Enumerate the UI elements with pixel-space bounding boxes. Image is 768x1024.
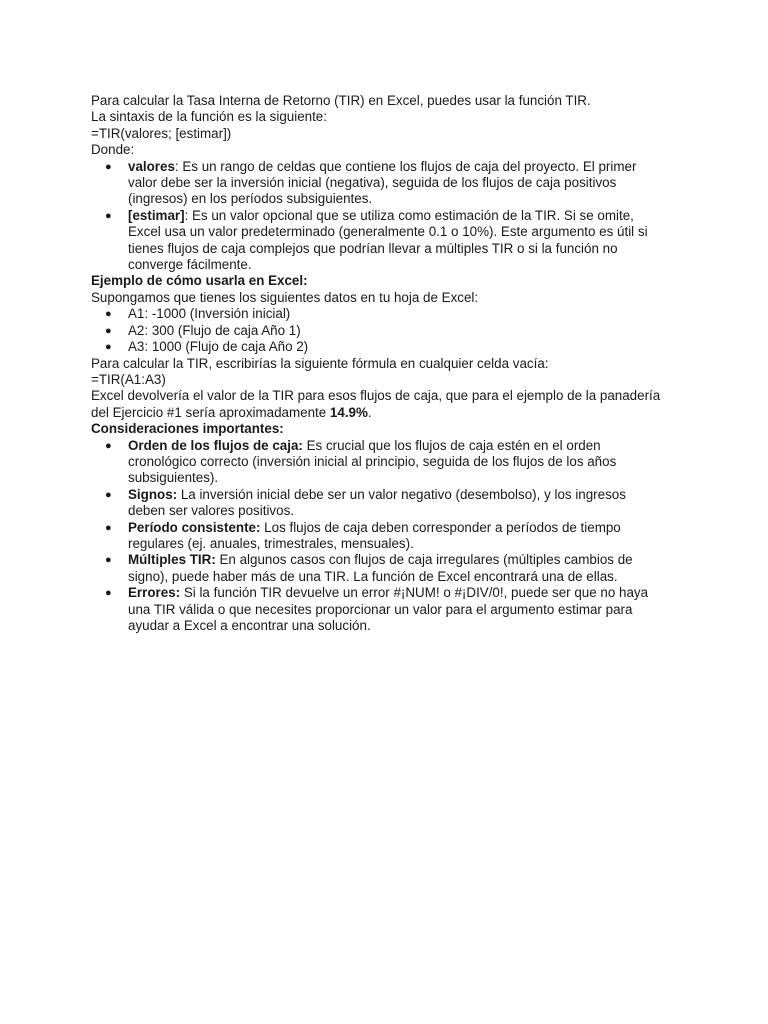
- example-data-list: [91, 306, 691, 355]
- result-text: del Ejercicio #1 sería aproximadamente: [91, 404, 330, 420]
- bullet-icon: ●: [105, 521, 112, 534]
- considerations-list: [91, 438, 691, 635]
- consideration-term: Múltiples TIR:: [128, 552, 216, 568]
- example-intro: Supongamos que tienes los siguientes datos en tu hoja de Excel:: [91, 289, 479, 305]
- argument-term: valores: [128, 158, 175, 174]
- bullet-icon: ●: [105, 587, 112, 600]
- result-end: .: [367, 404, 372, 420]
- list-item: [91, 208, 691, 274]
- list-item: [91, 306, 691, 322]
- list-item: [91, 585, 691, 634]
- cell-value: A1: -1000 (Inversión inicial): [128, 306, 291, 322]
- bullet-icon: ●: [105, 308, 112, 321]
- cell-value: A2: 300 (Flujo de caja Año 1): [128, 322, 301, 338]
- considerations-heading: Consideraciones importantes:: [91, 421, 284, 437]
- list-item: [91, 323, 691, 339]
- consideration-text: signo), puede haber más de una TIR. La función de Excel encontrará una de ellas.: [128, 568, 618, 584]
- bullet-icon: ●: [105, 488, 112, 501]
- formula-intro: Para calcular la TIR, escribirías la siguiente fórmula en cualquier celda vacía:: [91, 355, 549, 371]
- consideration-text: subsiguientes).: [128, 470, 219, 486]
- consideration-term: Orden de los flujos de caja:: [128, 437, 303, 453]
- consideration-text: Si la función TIR devuelve un error #¡NUM! o #¡DIV/0!, puede ser que no haya: [180, 585, 649, 601]
- bullet-icon: ●: [105, 341, 112, 354]
- where-label: Donde:: [91, 142, 135, 158]
- consideration-term: Errores:: [128, 585, 181, 601]
- argument-term: [estimar]: [128, 207, 185, 223]
- list-item: [91, 520, 691, 553]
- intro-paragraph: Para calcular la Tasa Interna de Retorno (TIR) en Excel, puedes usar la función TIR.: [91, 93, 591, 108]
- example-heading: Ejemplo de cómo usarla en Excel:: [91, 273, 308, 289]
- consideration-text: Los flujos de caja deben corresponder a períodos de tiempo: [260, 519, 621, 535]
- argument-text: tienes flujos de caja complejos que podrían llevar a múltiples TIR o si la función no: [128, 240, 618, 256]
- consideration-text: Es crucial que los flujos de caja estén en el orden: [302, 437, 601, 453]
- bullet-icon: ●: [105, 324, 112, 337]
- result-text-2: [91, 405, 691, 421]
- consideration-text: La inversión inicial debe ser un valor negativo (desembolso), y los ingresos: [177, 486, 626, 502]
- example-formula: =TIR(A1:A3): [91, 371, 166, 387]
- argument-text: Excel usa un valor predeterminado (generalmente 0.1 o 10%). Este argumento es útil si: [128, 224, 648, 240]
- consideration-text: una TIR válida o que necesites proporcionar un valor para el argumento estimar para: [128, 601, 633, 617]
- consideration-text: En algunos casos con flujos de caja irregulares (múltiples cambios de: [215, 552, 633, 568]
- arguments-list: [91, 159, 691, 274]
- consideration-text: ayudar a Excel a encontrar una solución.: [128, 618, 371, 633]
- consideration-text: regulares (ej. anuales, trimestrales, mensuales).: [128, 535, 414, 551]
- argument-text: (ingresos) en los períodos subsiguientes.: [128, 191, 373, 207]
- list-item: [91, 339, 691, 355]
- list-item: [91, 552, 691, 585]
- bullet-icon: ●: [105, 439, 112, 452]
- argument-text: : Es un rango de celdas que contiene los flujos de caja del proyecto. El primer: [174, 158, 637, 174]
- argument-text: : Es un valor opcional que se utiliza como estimación de la TIR. Si se omite,: [184, 207, 634, 223]
- syntax-formula: =TIR(valores; [estimar]): [91, 125, 232, 141]
- result-text: Excel devolvería el valor de la TIR para esos flujos de caja, que para el ejemplo de la panadería: [91, 388, 661, 404]
- consideration-term: Signos:: [128, 486, 178, 502]
- argument-text: valor debe ser la inversión inicial (negativa), seguida de los flujos de caja positivos: [128, 175, 617, 191]
- bullet-icon: ●: [105, 554, 112, 567]
- argument-text: converge fácilmente.: [128, 257, 252, 273]
- bullet-icon: ●: [105, 160, 112, 173]
- bullet-icon: ●: [105, 209, 112, 222]
- result-value: 14.9%: [329, 404, 368, 420]
- cell-value: A3: 1000 (Flujo de caja Año 2): [128, 339, 309, 355]
- consideration-text: deben ser valores positivos.: [128, 503, 294, 519]
- list-item: [91, 487, 691, 520]
- list-item: [91, 438, 691, 487]
- list-item: [91, 159, 691, 208]
- document-body: [91, 93, 691, 634]
- consideration-term: Período consistente:: [128, 519, 261, 535]
- consideration-text: cronológico correcto (inversión inicial al principio, seguida de los flujos de los años: [128, 453, 617, 469]
- syntax-intro: La sintaxis de la función es la siguiente:: [91, 109, 327, 125]
